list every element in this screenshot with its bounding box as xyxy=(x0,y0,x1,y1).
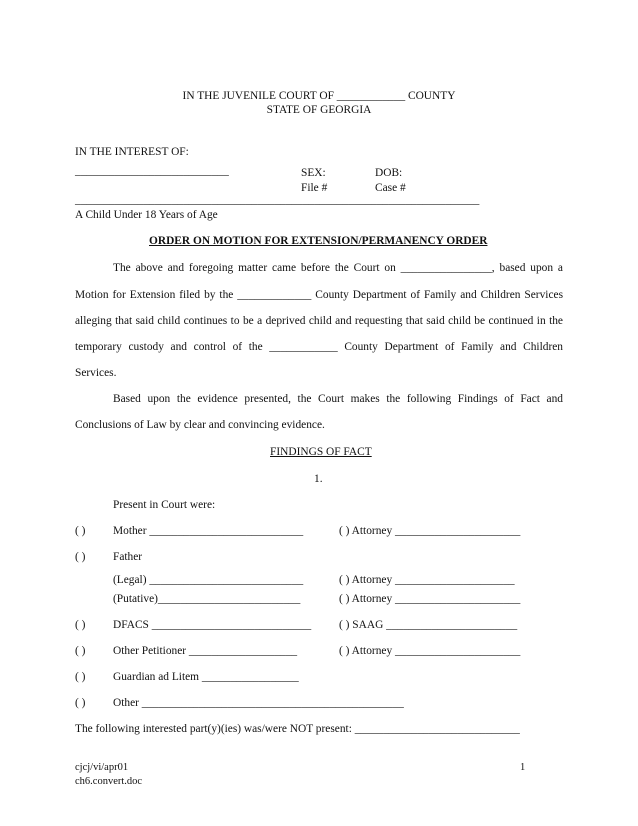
other-petitioner-checkbox: ( ) xyxy=(75,645,86,657)
guardian-line: Guardian ad Litem _________________ xyxy=(113,671,299,683)
mother-line: Mother ___________________________ xyxy=(113,525,304,537)
mother-attorney-line: ( ) Attorney ______________________ xyxy=(339,525,521,537)
present-label: Present in Court were: xyxy=(113,499,216,511)
body-line-6: Based upon the evidence presented, the Court makes the following Findings of Fact and xyxy=(113,393,563,405)
body-line-1: The above and foregoing matter came before the Court on ________________, based upon a xyxy=(113,262,563,274)
sex-label: SEX: xyxy=(301,167,326,179)
file-number-label: File # xyxy=(301,182,328,194)
child-age-label: A Child Under 18 Years of Age xyxy=(75,209,218,221)
other-line: Other ______________________________________________ xyxy=(113,697,404,709)
mother-checkbox: ( ) xyxy=(75,525,86,537)
finding-number: 1. xyxy=(314,473,323,485)
body-line-7: Conclusions of Law by clear and convincing evidence. xyxy=(75,419,325,431)
child-name-blank: ___________________________ xyxy=(75,165,229,177)
page-number: 1 xyxy=(520,762,526,773)
dob-label: DOB: xyxy=(375,167,403,179)
findings-heading: FINDINGS OF FACT xyxy=(270,446,372,458)
father-label: Father xyxy=(113,551,143,563)
other-petitioner-attorney-line: ( ) Attorney ______________________ xyxy=(339,645,521,657)
putative-father-attorney-line: ( ) Attorney ______________________ xyxy=(339,593,521,605)
footer-code: cjcj/vi/apr01 xyxy=(75,762,129,773)
guardian-checkbox: ( ) xyxy=(75,671,86,683)
not-present-line: The following interested part(y)(ies) was/were NOT present: _____________________________ xyxy=(75,723,520,735)
body-line-3: alleging that said child continues to be a deprived child and requesting that said child be continued in the xyxy=(75,315,563,327)
other-checkbox: ( ) xyxy=(75,697,86,709)
saag-line: ( ) SAAG _______________________ xyxy=(339,619,518,631)
putative-father-line: (Putative)_________________________ xyxy=(113,593,301,605)
state-heading: STATE OF GEORGIA xyxy=(266,104,372,116)
dfacs-checkbox: ( ) xyxy=(75,619,86,631)
order-title: ORDER ON MOTION FOR EXTENSION/PERMANENCY ORDER xyxy=(149,235,488,247)
legal-father-line: (Legal) ___________________________ xyxy=(113,574,304,586)
other-petitioner-line: Other Petitioner ___________________ xyxy=(113,645,298,657)
footer-filename: ch6.convert.doc xyxy=(75,776,143,787)
father-checkbox: ( ) xyxy=(75,551,86,563)
court-heading: IN THE JUVENILE COURT OF ____________ COUNTY xyxy=(182,90,456,102)
legal-father-attorney-line: ( ) Attorney _____________________ xyxy=(339,574,515,586)
interest-label: IN THE INTEREST OF: xyxy=(75,146,189,158)
caption-rule: _______________________________________________________________________ xyxy=(75,194,480,206)
body-line-4: temporary custody and control of the ____________ County Department of Family and Children xyxy=(75,341,563,353)
body-line-2: Motion for Extension filed by the _____________ County Department of Family and Children Services xyxy=(75,289,563,301)
case-number-label: Case # xyxy=(375,182,406,194)
body-line-5: Services. xyxy=(75,367,117,379)
dfacs-line: DFACS ____________________________ xyxy=(113,619,312,631)
